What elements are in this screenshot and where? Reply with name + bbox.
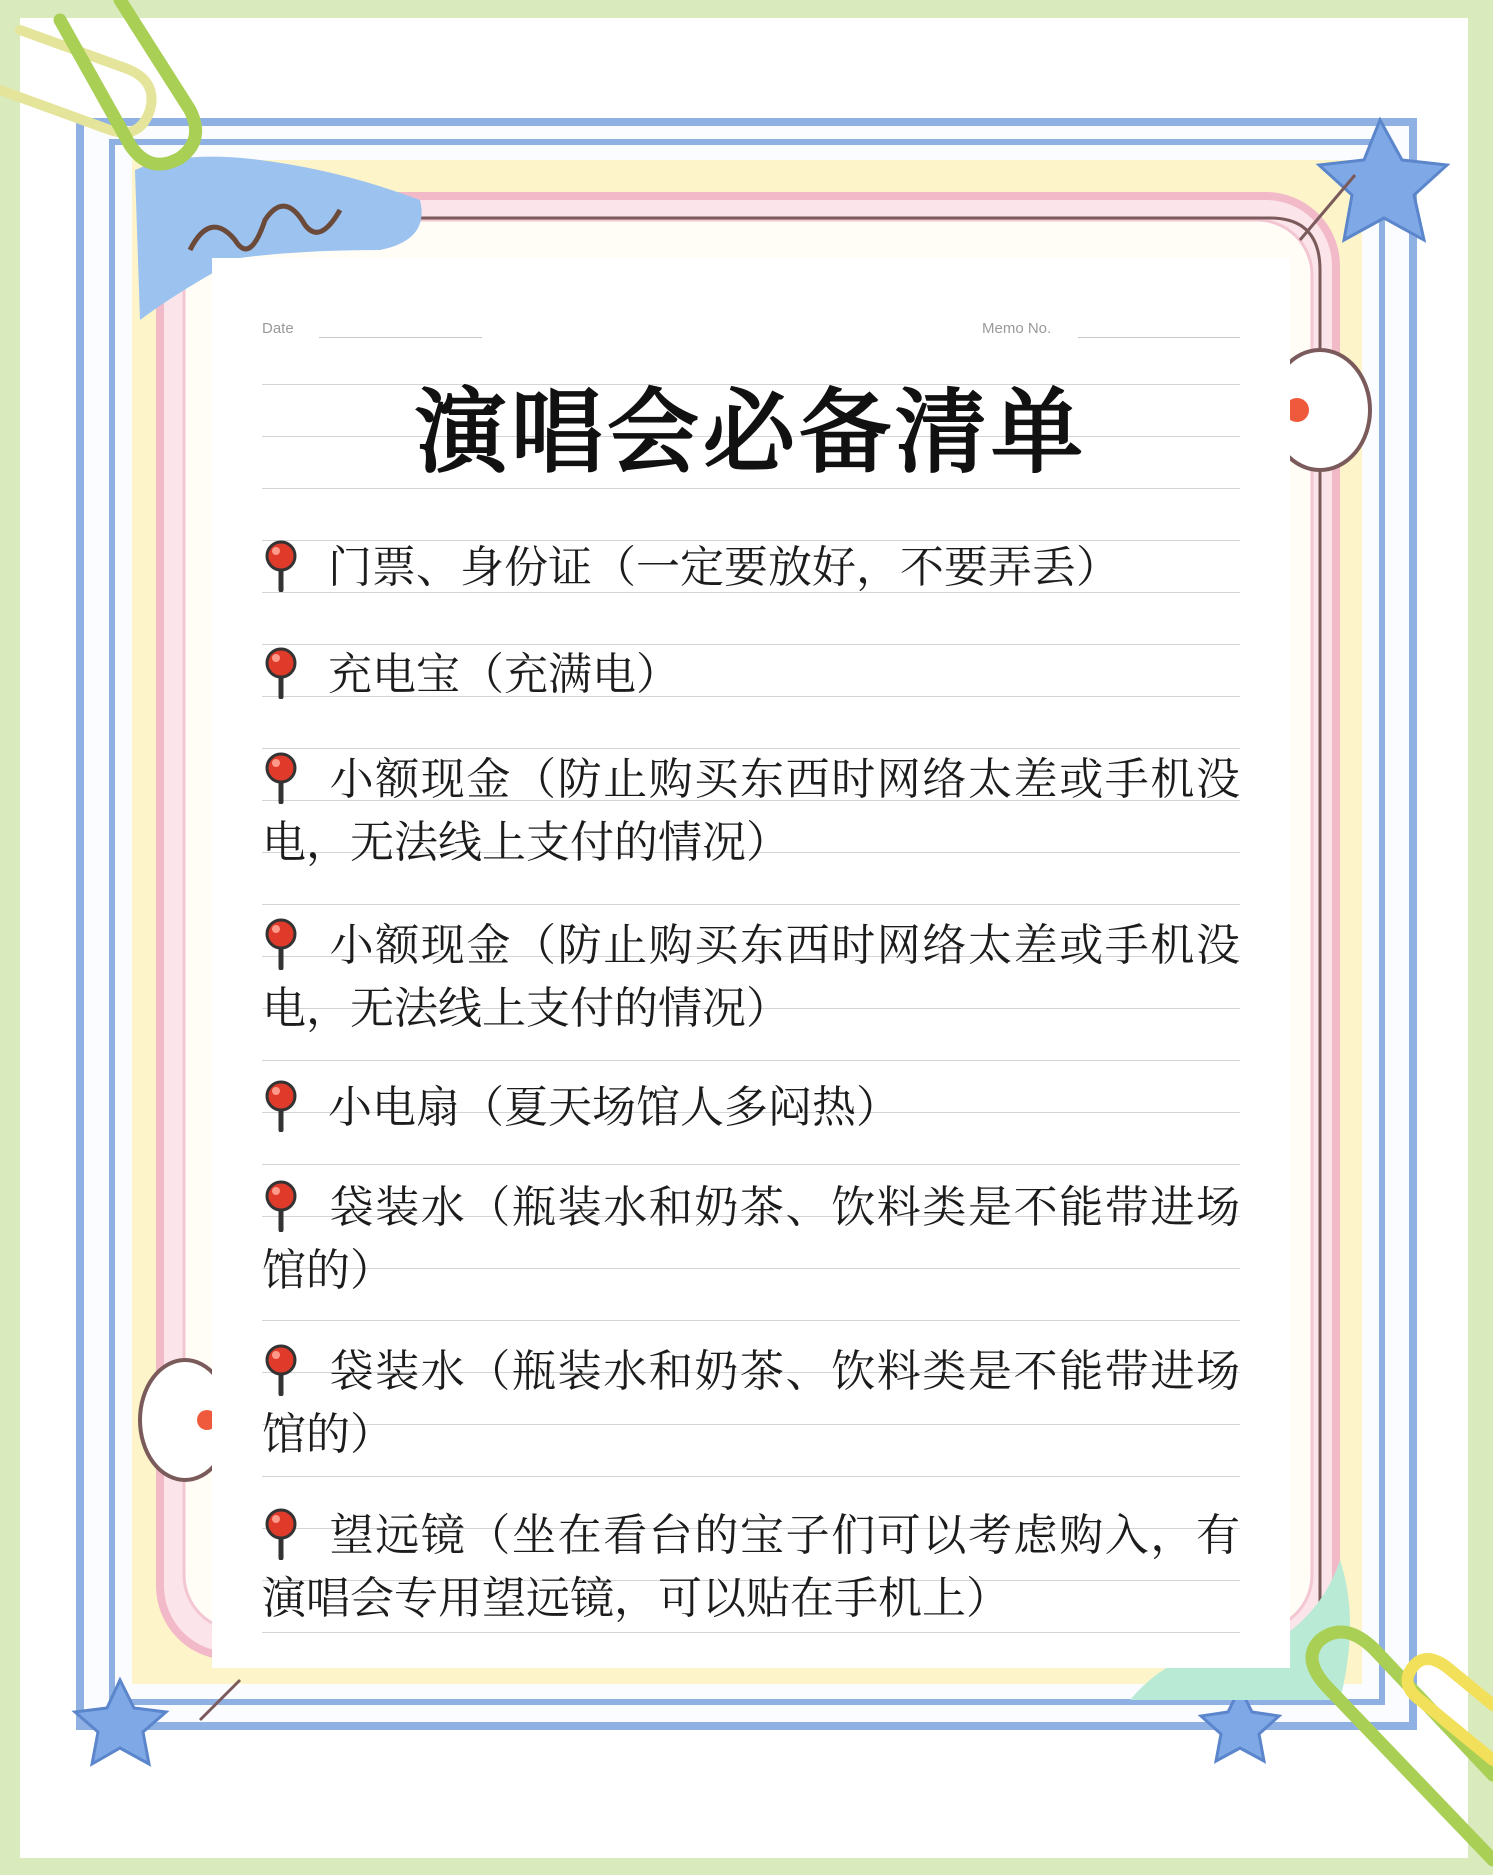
ruled-line xyxy=(262,1060,1240,1061)
page-title: 演唱会必备清单 xyxy=(414,379,1087,486)
memo-label: Memo No. xyxy=(982,320,1052,337)
round-pushpin-icon xyxy=(262,1344,300,1396)
date-label: Date xyxy=(262,320,294,337)
round-pushpin-icon xyxy=(262,1508,300,1560)
checklist-item xyxy=(262,536,1240,599)
checklist-item xyxy=(262,914,1240,1040)
item-text: 充电宝（充满电） xyxy=(328,649,680,700)
item-text: 袋装水（瓶装水和奶茶、饮料类是不能带进场馆的） xyxy=(262,1182,1240,1296)
ruled-line xyxy=(262,1632,1240,1633)
round-pushpin-icon xyxy=(262,647,300,699)
ruled-line xyxy=(262,904,1240,905)
item-text: 望远镜（坐在看台的宝子们可以考虑购入，有演唱会专用望远镜，可以贴在手机上） xyxy=(262,1510,1240,1624)
ruled-line xyxy=(262,488,1240,489)
round-pushpin-icon xyxy=(262,752,300,804)
checklist-sheet xyxy=(212,258,1290,1668)
ruled-line xyxy=(262,1476,1240,1477)
round-pushpin-icon xyxy=(262,1080,300,1132)
checklist-item xyxy=(262,643,1240,706)
item-text: 门票、身份证（一定要放好，不要弄丢） xyxy=(328,542,1120,593)
checklist-item xyxy=(262,1340,1240,1466)
round-pushpin-icon xyxy=(262,918,300,970)
checklist-item xyxy=(262,1076,1240,1139)
ruled-line xyxy=(262,1320,1240,1321)
clip-yellow-bottomright xyxy=(1408,1659,1493,1760)
item-text: 小额现金（防止购买东西时网络太差或手机没电，无法线上支付的情况） xyxy=(262,920,1240,1034)
item-text: 小电扇（夏天场馆人多闷热） xyxy=(328,1082,900,1133)
checklist-item xyxy=(262,1504,1240,1630)
checklist-item xyxy=(262,1176,1240,1302)
memo-header xyxy=(262,320,1240,340)
item-text: 袋装水（瓶装水和奶茶、饮料类是不能带进场馆的） xyxy=(262,1346,1240,1460)
round-pushpin-icon xyxy=(262,540,300,592)
item-text: 小额现金（防止购买东西时网络太差或手机没电，无法线上支付的情况） xyxy=(262,754,1240,868)
date-line xyxy=(319,337,482,338)
memo-line xyxy=(1078,337,1240,338)
round-pushpin-icon xyxy=(262,1180,300,1232)
checklist-item xyxy=(262,748,1240,874)
ruled-line xyxy=(262,1164,1240,1165)
